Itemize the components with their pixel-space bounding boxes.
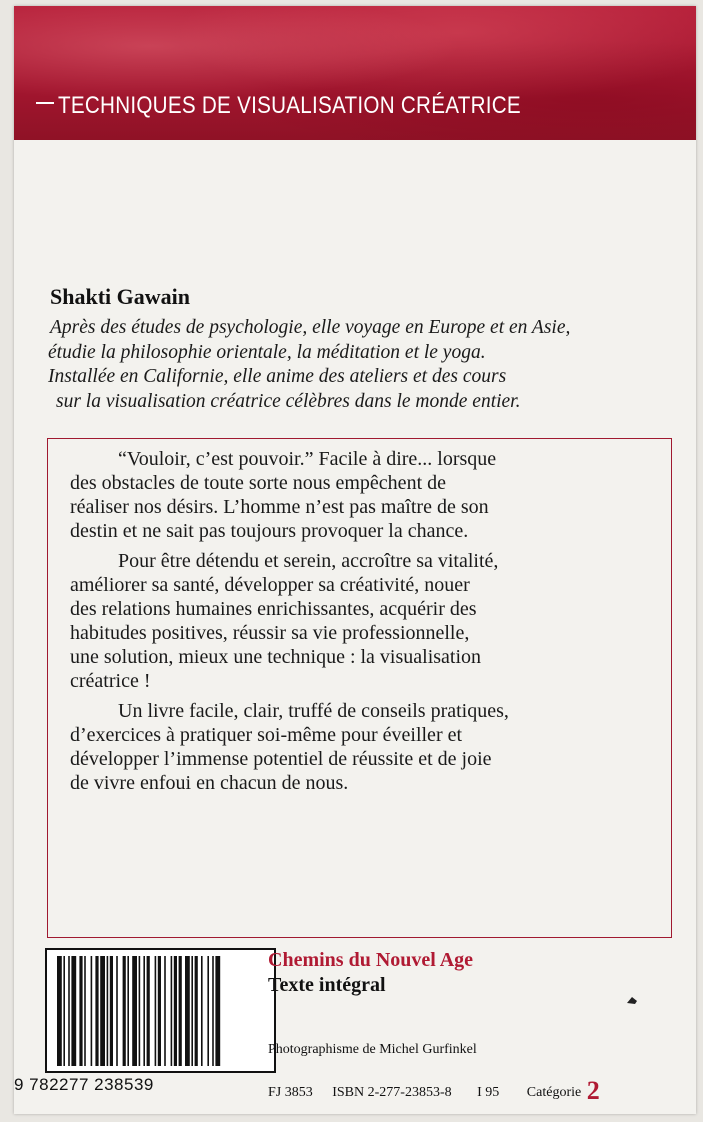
barcode-bar — [174, 956, 177, 1066]
barcode-bar — [191, 956, 193, 1066]
description-box — [47, 438, 672, 938]
text-line: améliorer sa santé, développer sa créativité, nouer — [70, 574, 470, 596]
barcode-bar — [139, 956, 141, 1066]
barcode-bar — [179, 956, 182, 1066]
barcode-bar — [91, 956, 93, 1066]
price-code: I 95 — [477, 1085, 500, 1100]
publisher-mark-icon — [626, 996, 638, 1005]
text-line: développer l’immense potentiel de réussite et de joie — [70, 748, 492, 770]
barcode-bar — [68, 956, 70, 1066]
barcode-bar — [84, 956, 86, 1066]
banner-rule — [36, 102, 54, 104]
reference-code: FJ 3853 — [268, 1085, 313, 1100]
barcode-bar — [95, 956, 98, 1066]
book-back-cover — [14, 6, 696, 1114]
text-line: destin et ne sait pas toujours provoquer la chance. — [70, 520, 469, 542]
red-banner — [14, 6, 696, 140]
barcode-bar — [147, 956, 150, 1066]
barcode-bar — [127, 956, 129, 1066]
description-text — [70, 447, 660, 801]
text-line: de vivre enfoui en chacun de nous. — [70, 772, 349, 794]
category-number: 2 — [586, 1076, 600, 1105]
barcode-bars — [57, 956, 265, 1066]
barcode-bar — [171, 956, 173, 1066]
edition-label: Texte intégral — [268, 974, 386, 996]
barcode-bar — [123, 956, 126, 1066]
barcode-number: 9 782277 238539 — [14, 1075, 154, 1094]
isbn-text: ISBN 2-277-23853-8 — [332, 1085, 452, 1100]
barcode-bar — [201, 956, 203, 1066]
bio-line: Après des études de psychologie, elle voyage en Europe et en Asie, — [50, 317, 571, 338]
barcode-bar — [57, 956, 62, 1066]
description-paragraph — [70, 549, 660, 693]
text-line: une solution, mieux une technique : la visualisation — [70, 646, 482, 668]
series-title: TECHNIQUES DE VISUALISATION CRÉATRICE — [58, 92, 521, 119]
barcode-bar — [215, 956, 220, 1066]
photo-credit: Photographisme de Michel Gurfinkel — [268, 1042, 477, 1057]
bio-line: étudie la philosophie orientale, la méditation et le yoga. — [48, 341, 486, 363]
barcode-bar — [132, 956, 137, 1066]
text-line: des relations humaines enrichissantes, acquérir des — [70, 598, 477, 620]
text-line: “Vouloir, c’est pouvoir.” Facile à dire... lorsque — [118, 448, 497, 470]
text-line: habitudes positives, réussir sa vie professionnelle, — [70, 622, 470, 644]
barcode-bar — [100, 956, 105, 1066]
bio-line: sur la visualisation créatrice célèbres dans le monde entier. — [56, 390, 521, 412]
text-line: réaliser nos désirs. L’homme n’est pas maître de son — [70, 496, 489, 518]
barcode-bar — [63, 956, 65, 1066]
barcode-bar — [79, 956, 82, 1066]
barcode-bar — [212, 956, 214, 1066]
author-name: Shakti Gawain — [50, 284, 190, 309]
isbn-barcode — [45, 948, 276, 1073]
barcode-bar — [195, 956, 198, 1066]
text-line: Un livre facile, clair, truffé de conseils pratiques, — [118, 700, 509, 722]
barcode-bar — [110, 956, 113, 1066]
barcode-bar — [143, 956, 145, 1066]
barcode-bar — [164, 956, 166, 1066]
barcode-bar — [185, 956, 190, 1066]
author-bio — [50, 316, 690, 414]
barcode-bar — [107, 956, 109, 1066]
text-line: d’exercices à pratiquer soi-même pour éveiller et — [70, 724, 463, 746]
text-line: Pour être détendu et serein, accroître sa vitalité, — [118, 550, 499, 572]
barcode-bar — [207, 956, 209, 1066]
description-paragraph — [70, 699, 660, 795]
collection-name: Chemins du Nouvel Age — [268, 949, 474, 971]
barcode-bar — [155, 956, 157, 1066]
bio-line: Installée en Californie, elle anime des ateliers et des cours — [48, 366, 507, 387]
barcode-bar — [116, 956, 118, 1066]
barcode-bar — [71, 956, 76, 1066]
catalog-codes — [268, 1076, 600, 1106]
text-line: des obstacles de toute sorte nous empêchent de — [70, 472, 446, 494]
description-paragraph — [70, 447, 660, 543]
text-line: créatrice ! — [70, 670, 151, 692]
barcode-bar — [158, 956, 161, 1066]
category-label: Catégorie — [526, 1085, 582, 1100]
